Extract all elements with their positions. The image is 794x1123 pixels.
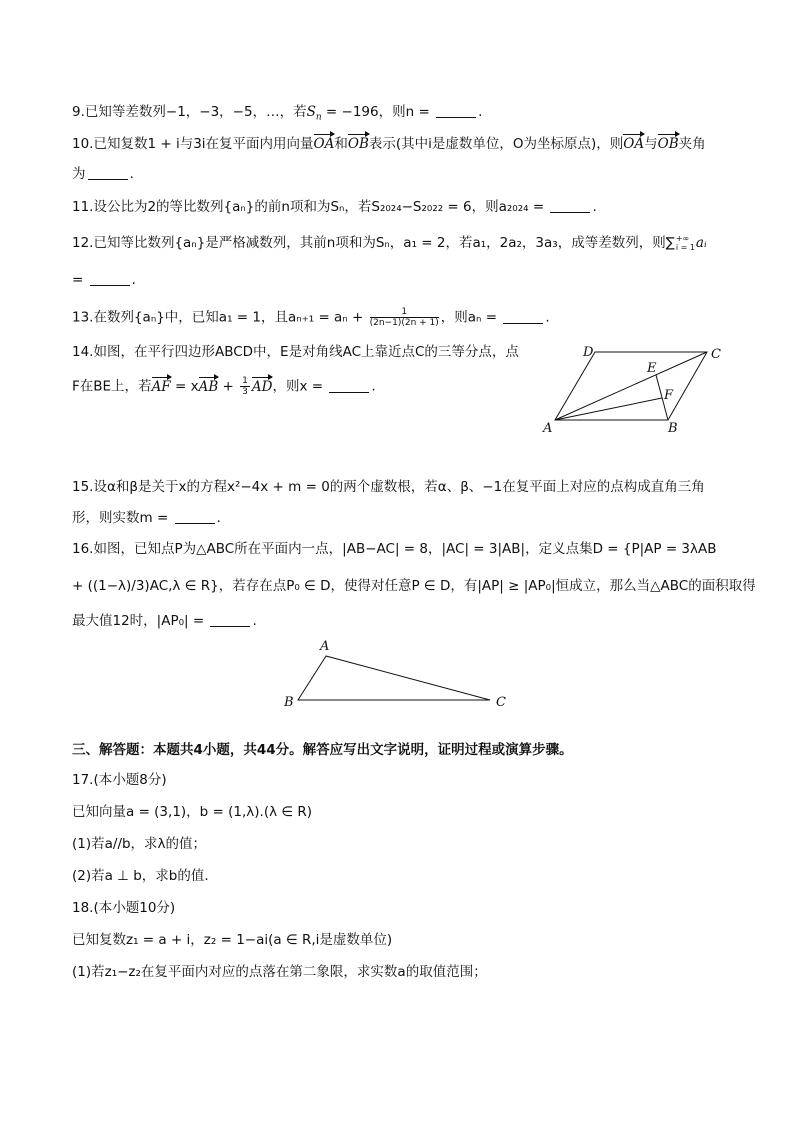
question-18-head (72, 898, 175, 918)
question-16-line3 (72, 611, 257, 631)
q10-text: 10.已知复数1 + i与3i在复平面内用向量 (72, 136, 314, 152)
question-18-part1 (72, 962, 487, 982)
question-13 (72, 307, 550, 328)
question-10-line1 (72, 134, 706, 154)
q14-ask: ，则x = (272, 378, 328, 395)
label-d: D (583, 345, 594, 360)
q11-end: . (592, 199, 597, 215)
vector-ob: OB (347, 136, 369, 152)
label-b: B (284, 695, 294, 710)
label-a: A (543, 421, 553, 436)
q17-head: 17.(本小题8分) (72, 772, 167, 788)
answer-blank (88, 167, 128, 180)
question-10-line2 (72, 164, 134, 184)
q15-text: 15.设α和β是关于x的方程x²−4x + m = 0的两个虚数根，若α、β、−1在复平面上对应的点构成直角三角 (72, 479, 705, 495)
q16-end: . (252, 613, 257, 629)
answer-blank (550, 200, 590, 213)
q9-sn: S (306, 104, 316, 120)
q10-end: . (129, 166, 134, 182)
segment-af (555, 398, 662, 420)
question-17-part1 (72, 834, 206, 854)
answer-blank (503, 311, 543, 324)
vector-oa: OA (623, 136, 645, 152)
sum-lower-limit: i = 1 (675, 243, 695, 252)
answer-blank (329, 380, 369, 393)
q14-end: . (371, 378, 376, 395)
q14-text: 14.如图，在平行四边形ABCD中，E是对角线AC上靠近点C的三等分点，点 (72, 344, 519, 360)
q10-mid: 表示(其中i是虚数单位，O为坐标原点)，则 (368, 136, 624, 152)
question-18-given (72, 930, 392, 950)
triangle-figure (280, 636, 520, 716)
q14-fraction (240, 376, 250, 397)
q10-with: 与 (644, 136, 658, 152)
q18-given: 已知复数z₁ = a + i，z₂ = 1−ai(a ∈ R,i是虚数单位) (72, 932, 393, 948)
q16-text: 16.如图，已知点P为△ABC所在平面内一点，|AB−AC| = 8，|AC| = 3|AB|，定义点集D = {P|AP = 3λAB (72, 541, 717, 557)
question-12-line1 (72, 233, 707, 253)
q13-text: 13.在数列{aₙ}中，已知a₁ = 1，且aₙ₊₁ = aₙ + (72, 309, 368, 326)
diagonal-ac (555, 352, 707, 420)
question-9 (72, 102, 482, 128)
triangle-abc (298, 656, 490, 700)
q18-head: 18.(本小题10分) (72, 900, 176, 916)
section-3-title (72, 740, 573, 760)
question-16-line1 (72, 539, 717, 559)
question-15-line1 (72, 477, 705, 497)
q17-part2: (2)若a ⊥ b，求b的值. (72, 868, 209, 884)
q13-fraction (370, 307, 439, 328)
question-17-head (72, 770, 167, 790)
vector-ad: AD (251, 378, 273, 395)
section-3-text: 三、解答题：本题共4小题，共44分。解答应写出文字说明，证明过程或演算步骤。 (72, 742, 573, 758)
q9-ask: ，则n = (378, 104, 435, 120)
label-c: C (496, 695, 506, 710)
question-14-line2 (72, 376, 376, 397)
parallelogram-figure (535, 340, 725, 440)
question-17-given (72, 802, 312, 822)
q13-end: . (545, 309, 550, 326)
label-f: F (664, 388, 674, 403)
answer-blank (436, 105, 476, 118)
answer-blank (210, 614, 250, 627)
q10-and: 和 (334, 136, 348, 152)
vector-oa: OA (313, 136, 335, 152)
label-a: A (320, 639, 330, 654)
q17-given: 已知向量a = (3,1)，b = (1,λ).(λ ∈ R) (72, 804, 313, 820)
label-c: C (711, 347, 721, 362)
question-12-line2 (72, 270, 136, 290)
q9-sn-sub: n (315, 112, 322, 123)
q9-end: . (478, 104, 483, 120)
q14-frac-num: 1 (242, 376, 248, 386)
q11-text: 11.设公比为2的等比数列{aₙ}的前n项和为Sₙ，若S₂₀₂₄−S₂₀₂₂ = 6，则a₂₀₂₄ = (72, 199, 549, 215)
q13-ask: ，则aₙ = (440, 309, 502, 326)
label-e: E (647, 361, 657, 376)
q14-eq: = x (170, 378, 199, 395)
question-11 (72, 197, 597, 217)
q15-line2: 形，则实数m = (72, 510, 173, 526)
q14-frac-den: 3 (242, 387, 248, 397)
vector-ob: OB (657, 136, 679, 152)
question-14-line1 (72, 342, 519, 362)
question-15-line2 (72, 508, 221, 528)
vector-ab: AB (198, 378, 219, 395)
label-b: B (668, 421, 678, 436)
q9-value: = −196 (321, 104, 379, 120)
sum-term: aᵢ (695, 235, 707, 251)
q14-plus: + (218, 378, 239, 395)
q10-line2: 为 (72, 166, 86, 182)
vector-af: AF (151, 378, 171, 395)
q12-text: 12.已知等比数列{aₙ}是严格减数列，其前n项和为Sₙ，a₁ = 2，若a₁，2a₂，3a₃，成等差数列，则∑ (72, 235, 675, 251)
q12-line2: = (72, 272, 88, 288)
q13-frac-num: 1 (370, 307, 439, 318)
q12-end: . (131, 272, 136, 288)
q14-pre: F在BE上，若 (72, 378, 152, 395)
q17-part1: (1)若a//b，求λ的值； (72, 836, 207, 852)
question-16-line2 (72, 576, 756, 596)
q16-line2: + ((1−λ)/3)AC,λ ∈ R}，若存在点P₀ ∈ D，使得对任意P ∈ D，有|AP| ≥ |AP₀|恒成立，那么当△ABC的面积取得 (72, 578, 756, 594)
q18-part1: (1)若z₁−z₂在复平面内对应的点落在第二象限，求实数a的取值范围； (72, 964, 487, 980)
q10-tail: 夹角 (678, 136, 706, 152)
sum-upper-limit: +∞ (675, 234, 690, 243)
answer-blank (90, 273, 130, 286)
question-17-part2 (72, 866, 209, 886)
q13-frac-den: (2n−1)(2n + 1) (369, 318, 439, 328)
q15-end: . (216, 510, 221, 526)
answer-blank (175, 511, 215, 524)
q9-text: 9.已知等差数列−1，−3，−5，…，若 (72, 104, 307, 120)
q16-line3: 最大值12时，|AP₀| = (72, 613, 209, 629)
